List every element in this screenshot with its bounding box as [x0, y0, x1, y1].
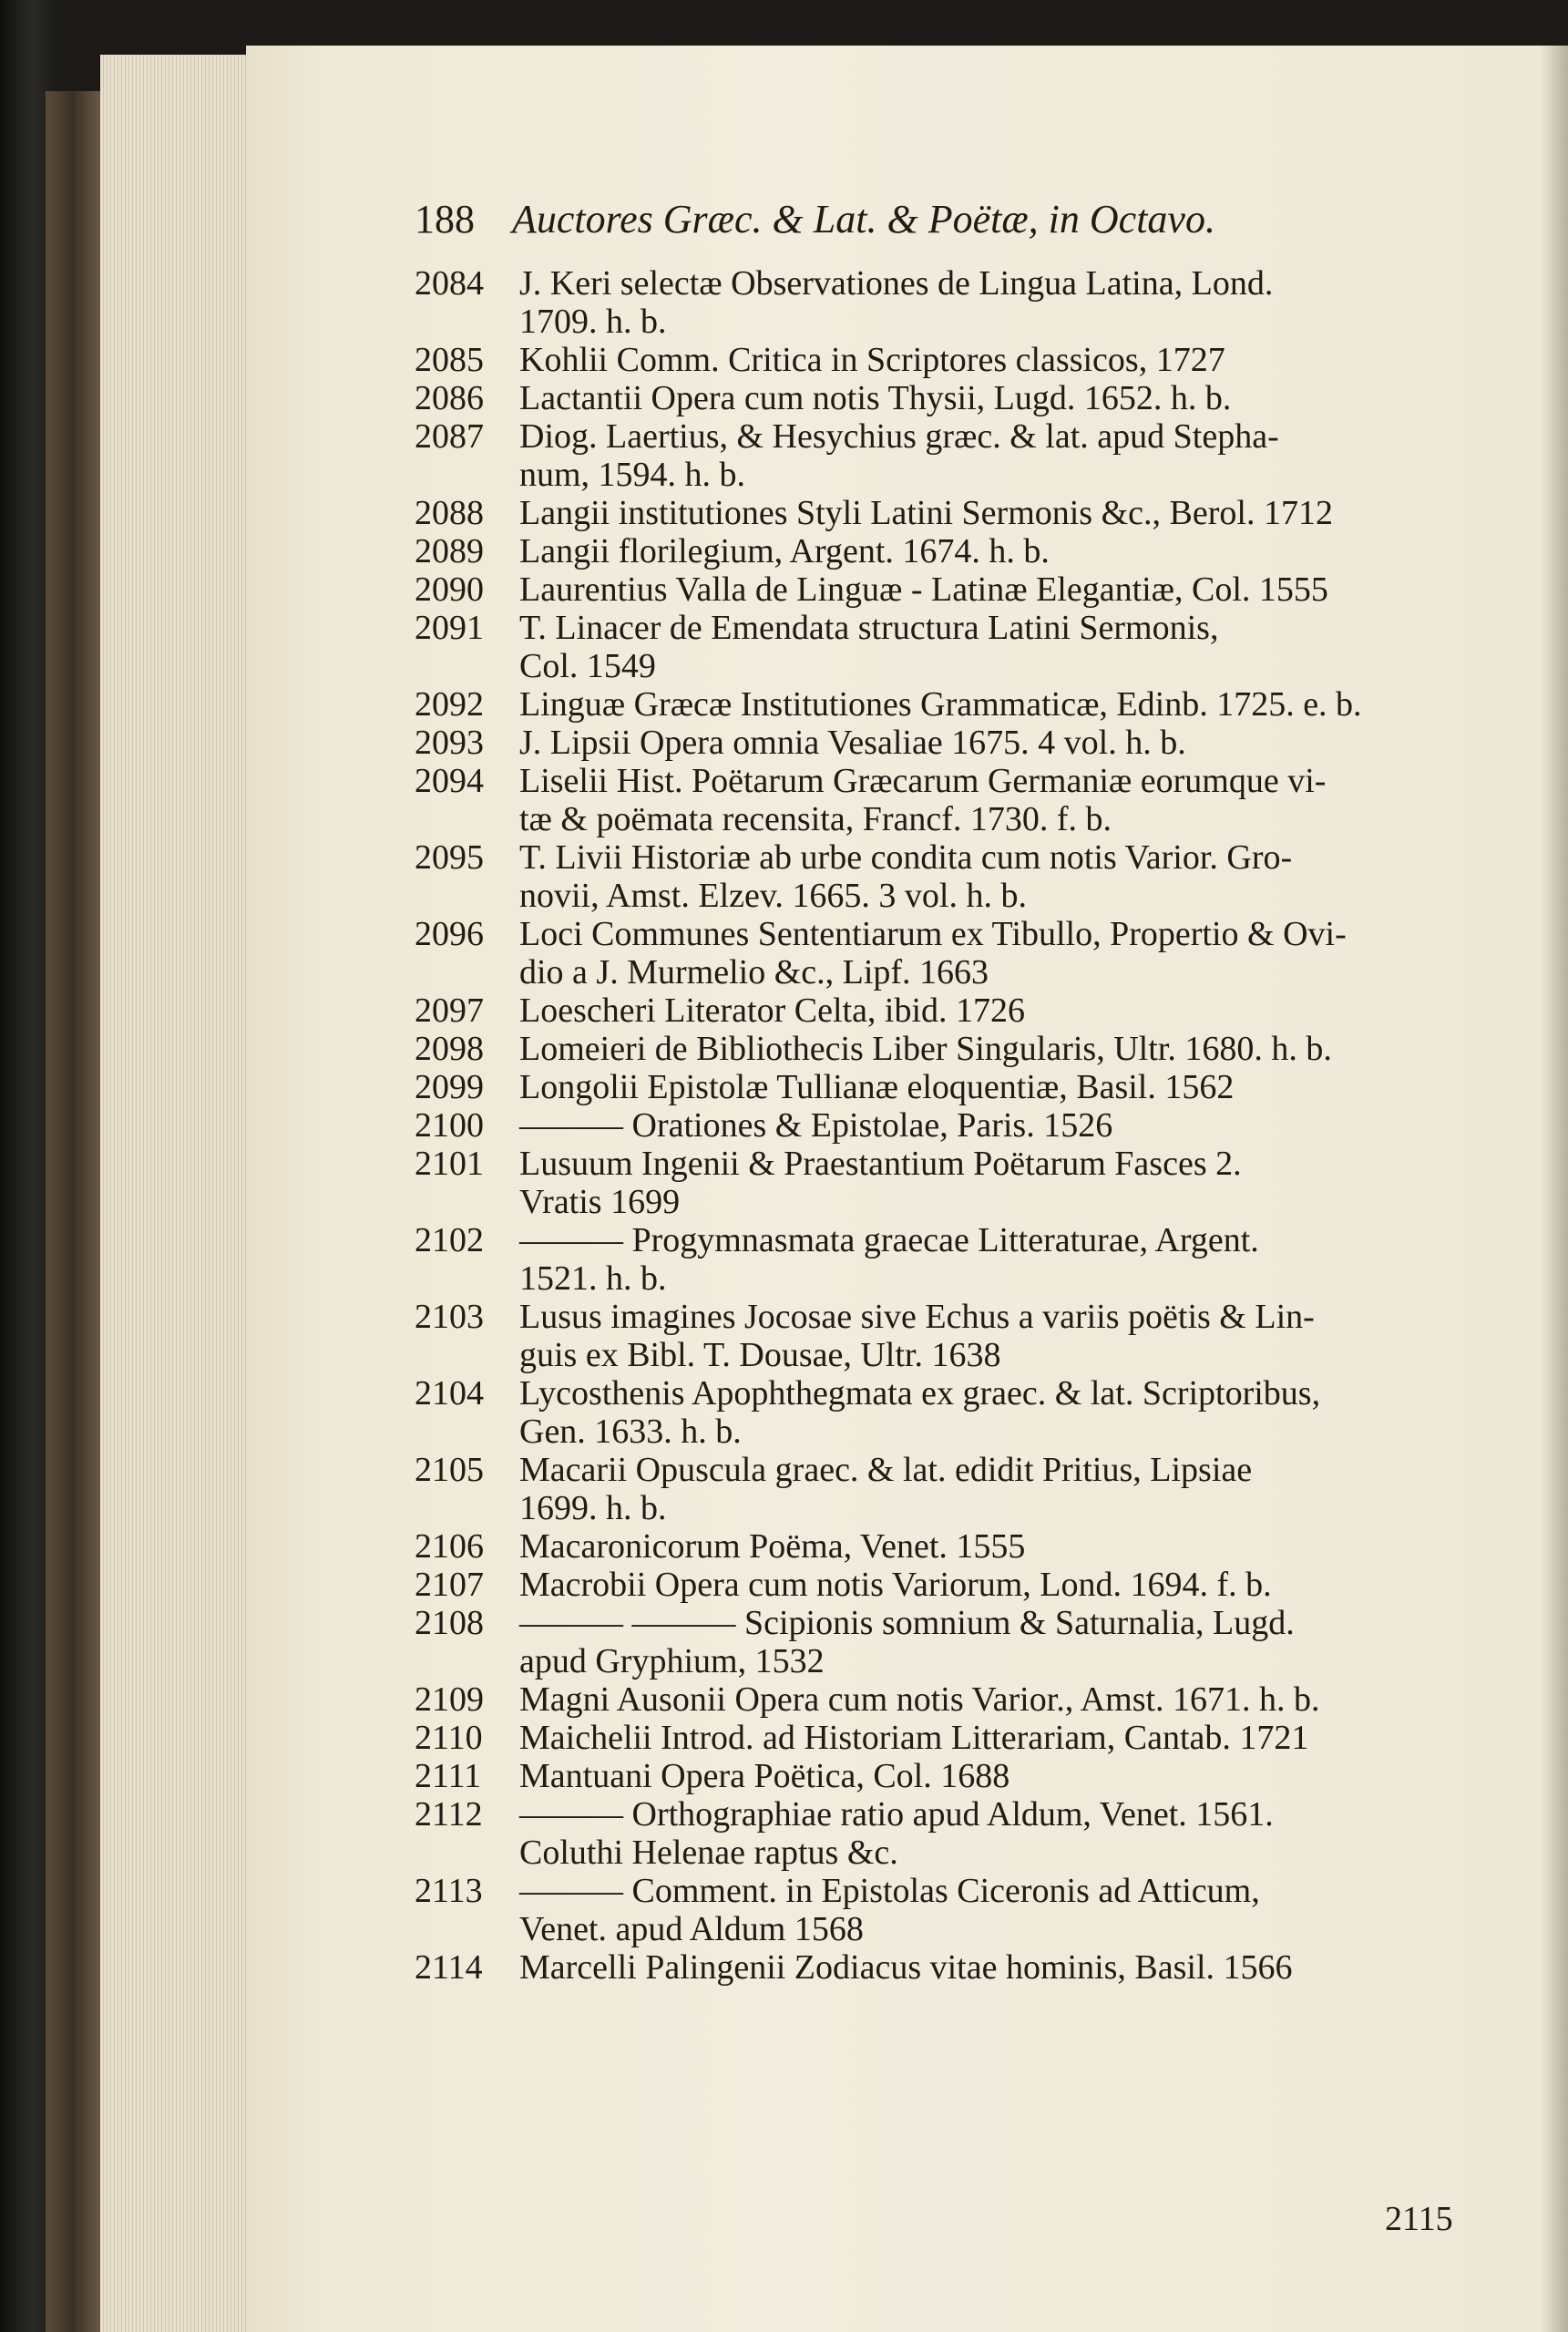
entry-text: Diog. Laertius, & Hesychius græc. & lat. apud Stepha-: [519, 417, 1279, 456]
entry-number: 2100: [415, 1106, 484, 1145]
entry-continuation: dio a J. Murmelio &c., Lipf. 1663: [519, 953, 989, 991]
entry-text: Lusus imagines Jocosae sive Echus a variis poëtis & Lin-: [519, 1298, 1315, 1336]
entry-number: 2110: [415, 1719, 483, 1757]
entry-continuation: num, 1594. h. b.: [519, 456, 746, 494]
catalog-entry: [415, 915, 1485, 991]
entry-continuation: novii, Amst. Elzev. 1665. 3 vol. h. b.: [519, 877, 1027, 915]
catalog-entry: [415, 494, 1485, 532]
entry-continuation: guis ex Bibl. T. Dousae, Ultr. 1638: [519, 1336, 1001, 1374]
entry-continuation: 1521. h. b.: [519, 1259, 667, 1298]
entry-text: Mantuani Opera Poëtica, Col. 1688: [519, 1757, 1010, 1795]
catalog-entry: [415, 1795, 1485, 1872]
entry-number: 2106: [415, 1527, 484, 1566]
catalog-entry: [415, 532, 1485, 570]
entry-continuation: tæ & poëmata recensita, Francf. 1730. f. b.: [519, 800, 1112, 838]
entry-number: 2108: [415, 1604, 484, 1642]
catalog-entry: [415, 685, 1485, 724]
catalog-entry: [415, 1757, 1485, 1795]
entry-continuation: Gen. 1633. h. b.: [519, 1413, 742, 1451]
entry-text: ——— Progymnasmata graecae Litteraturae, Argent.: [519, 1221, 1259, 1259]
entry-number: 2086: [415, 379, 484, 417]
entry-number: 2097: [415, 991, 484, 1030]
entry-number: 2091: [415, 609, 484, 647]
entry-text: Lycosthenis Apophthegmata ex graec. & lat. Scriptoribus,: [519, 1374, 1321, 1413]
entry-text: ——— ——— Scipionis somnium & Saturnalia, Lugd.: [519, 1604, 1295, 1642]
entry-number: 2085: [415, 341, 484, 379]
entry-number: 2101: [415, 1145, 484, 1183]
catalog-entry: [415, 609, 1485, 685]
entry-continuation: 1709. h. b.: [519, 303, 667, 341]
entry-text: Maichelii Introd. ad Historiam Litterariam, Cantab. 1721: [519, 1719, 1309, 1757]
entry-text: Kohlii Comm. Critica in Scriptores classicos, 1727: [519, 341, 1225, 379]
entry-text: Macaronicorum Poëma, Venet. 1555: [519, 1527, 1026, 1566]
entry-number: 2095: [415, 838, 484, 877]
entry-text: Laurentius Valla de Linguæ - Latinæ Elegantiæ, Col. 1555: [519, 570, 1328, 609]
catalog-entry: [415, 1872, 1485, 1948]
catalog-entry: [415, 341, 1485, 379]
page-number: 188: [415, 197, 475, 241]
entry-text: Macarii Opuscula graec. & lat. edidit Pritius, Lipsiae: [519, 1451, 1253, 1489]
entry-text: ——— Orthographiae ratio apud Aldum, Venet. 1561.: [519, 1795, 1274, 1834]
catalog-entry: [415, 1221, 1485, 1298]
entry-number: 2112: [415, 1795, 483, 1834]
catalog-entry: [415, 1145, 1485, 1221]
entry-number: 2087: [415, 417, 484, 456]
catalog-entry: [415, 417, 1485, 494]
catalog-entry: [415, 1106, 1485, 1145]
catalog-entry: [415, 1298, 1485, 1374]
catalog-entry: [415, 1719, 1485, 1757]
entry-text: Longolii Epistolæ Tullianæ eloquentiæ, Basil. 1562: [519, 1068, 1235, 1106]
running-header: [415, 196, 1490, 251]
entry-text: T. Linacer de Emendata structura Latini Sermonis,: [519, 609, 1219, 647]
page-stack-edges: [100, 55, 255, 2332]
catalog-entry: [415, 1604, 1485, 1680]
entry-number: 2102: [415, 1221, 484, 1259]
entry-number: 2105: [415, 1451, 484, 1489]
entry-continuation: Col. 1549: [519, 647, 656, 685]
entry-number: 2093: [415, 724, 484, 762]
entry-continuation: Vratis 1699: [519, 1183, 681, 1221]
entry-number: 2084: [415, 264, 484, 303]
page-edge-shadow: [1540, 46, 1568, 2332]
entry-continuation: Coluthi Helenae raptus &c.: [519, 1834, 898, 1872]
catalog-entry: [415, 838, 1485, 915]
entry-continuation: apud Gryphium, 1532: [519, 1642, 825, 1680]
catalog-entry: [415, 1948, 1485, 1987]
entry-number: 2090: [415, 570, 484, 609]
entry-number: 2114: [415, 1948, 483, 1987]
entry-text: Lactantii Opera cum notis Thysii, Lugd. 1652. h. b.: [519, 379, 1232, 417]
catchword: 2115: [1385, 2200, 1453, 2238]
entry-text: Liselii Hist. Poëtarum Græcarum Germaniæ eorumque vi-: [519, 762, 1327, 800]
catalog-entry: [415, 724, 1485, 762]
entry-number: 2088: [415, 494, 484, 532]
entry-text: Macrobii Opera cum notis Variorum, Lond. 1694. f. b.: [519, 1566, 1272, 1604]
catalog-entry: [415, 1068, 1485, 1106]
entry-text: Magni Ausonii Opera cum notis Varior., Amst. 1671. h. b.: [519, 1680, 1320, 1719]
entry-text: Linguæ Græcæ Institutiones Grammaticæ, Edinb. 1725. e. b.: [519, 685, 1362, 724]
entry-text: Lusuum Ingenii & Praestantium Poëtarum Fasces 2.: [519, 1145, 1242, 1183]
entry-number: 2103: [415, 1298, 484, 1336]
entry-text: ——— Orationes & Epistolae, Paris. 1526: [519, 1106, 1113, 1145]
catalog-entry: [415, 991, 1485, 1030]
entry-text: ——— Comment. in Epistolas Ciceronis ad Atticum,: [519, 1872, 1260, 1910]
entry-number: 2107: [415, 1566, 484, 1604]
entry-text: J. Lipsii Opera omnia Vesaliae 1675. 4 vol. h. b.: [519, 724, 1186, 762]
catalog-entry: [415, 1527, 1485, 1566]
catalog-entries: [415, 264, 1485, 1987]
entry-text: T. Livii Historiæ ab urbe condita cum notis Varior. Gro-: [519, 838, 1293, 877]
entry-text: Lomeieri de Bibliothecis Liber Singularis, Ultr. 1680. h. b.: [519, 1030, 1332, 1068]
entry-text: J. Keri selectæ Observationes de Lingua Latina, Lond.: [519, 264, 1274, 303]
entry-number: 2094: [415, 762, 484, 800]
cover-edge: [46, 91, 100, 2332]
entry-text: Loescheri Literator Celta, ibid. 1726: [519, 991, 1026, 1030]
entry-number: 2096: [415, 915, 484, 953]
entry-text: Loci Communes Sententiarum ex Tibullo, Propertio & Ovi-: [519, 915, 1347, 953]
catalog-entry: [415, 570, 1485, 609]
entry-text: Langii institutiones Styli Latini Sermonis &c., Berol. 1712: [519, 494, 1333, 532]
entry-number: 2099: [415, 1068, 484, 1106]
entry-continuation: 1699. h. b.: [519, 1489, 667, 1527]
entry-text: Marcelli Palingenii Zodiacus vitae hominis, Basil. 1566: [519, 1948, 1293, 1987]
entry-continuation: Venet. apud Aldum 1568: [519, 1910, 864, 1948]
running-title: Auctores Græc. & Lat. & Poëtæ, in Octavo.: [512, 197, 1215, 241]
catalog-entry: [415, 1680, 1485, 1719]
entry-number: 2089: [415, 532, 484, 570]
entry-number: 2113: [415, 1872, 483, 1910]
entry-number: 2092: [415, 685, 484, 724]
catalog-entry: [415, 1566, 1485, 1604]
catalog-entry: [415, 1030, 1485, 1068]
entry-number: 2111: [415, 1757, 482, 1795]
entry-number: 2109: [415, 1680, 484, 1719]
entry-number: 2104: [415, 1374, 484, 1413]
catalog-entry: [415, 264, 1485, 341]
entry-number: 2098: [415, 1030, 484, 1068]
catalog-entry: [415, 1451, 1485, 1527]
catalog-entry: [415, 379, 1485, 417]
catalog-entry: [415, 1374, 1485, 1451]
catalog-entry: [415, 762, 1485, 838]
entry-text: Langii florilegium, Argent. 1674. h. b.: [519, 532, 1050, 570]
